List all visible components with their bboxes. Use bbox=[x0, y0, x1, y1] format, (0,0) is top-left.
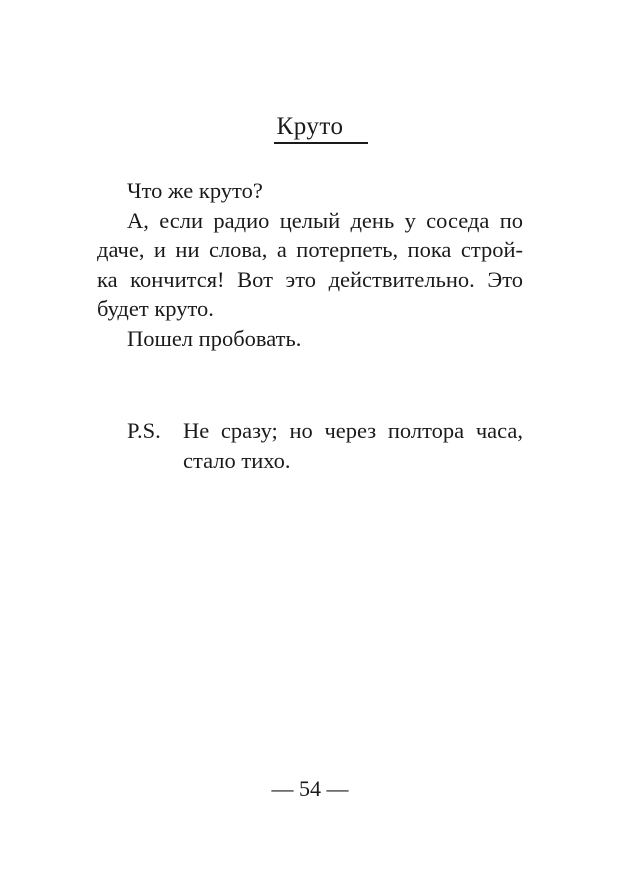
postscript-line: Не сразу; но через полтора часа, bbox=[183, 418, 523, 443]
postscript-label: P.S. bbox=[127, 418, 161, 443]
paragraph-line: даче, и ни слова, а потерпеть, пока строй- bbox=[97, 237, 523, 262]
paragraph-closing: Пошел пробовать. bbox=[127, 325, 302, 351]
postscript-line: стало тихо. bbox=[183, 447, 291, 473]
chapter-body bbox=[97, 176, 523, 353]
paragraph-line: ка кончится! Вот это действительно. Это bbox=[97, 266, 523, 292]
paragraph-line: будет круто. bbox=[97, 296, 214, 321]
page-number: — 54 — bbox=[271, 776, 349, 801]
title-underline bbox=[274, 142, 368, 144]
chapter-title: Круто bbox=[276, 113, 344, 140]
paragraph-question: Что же круто? bbox=[127, 178, 263, 203]
paragraph-line: А, если радио целый день у соседа по bbox=[127, 207, 523, 233]
postscript-text bbox=[183, 416, 523, 475]
